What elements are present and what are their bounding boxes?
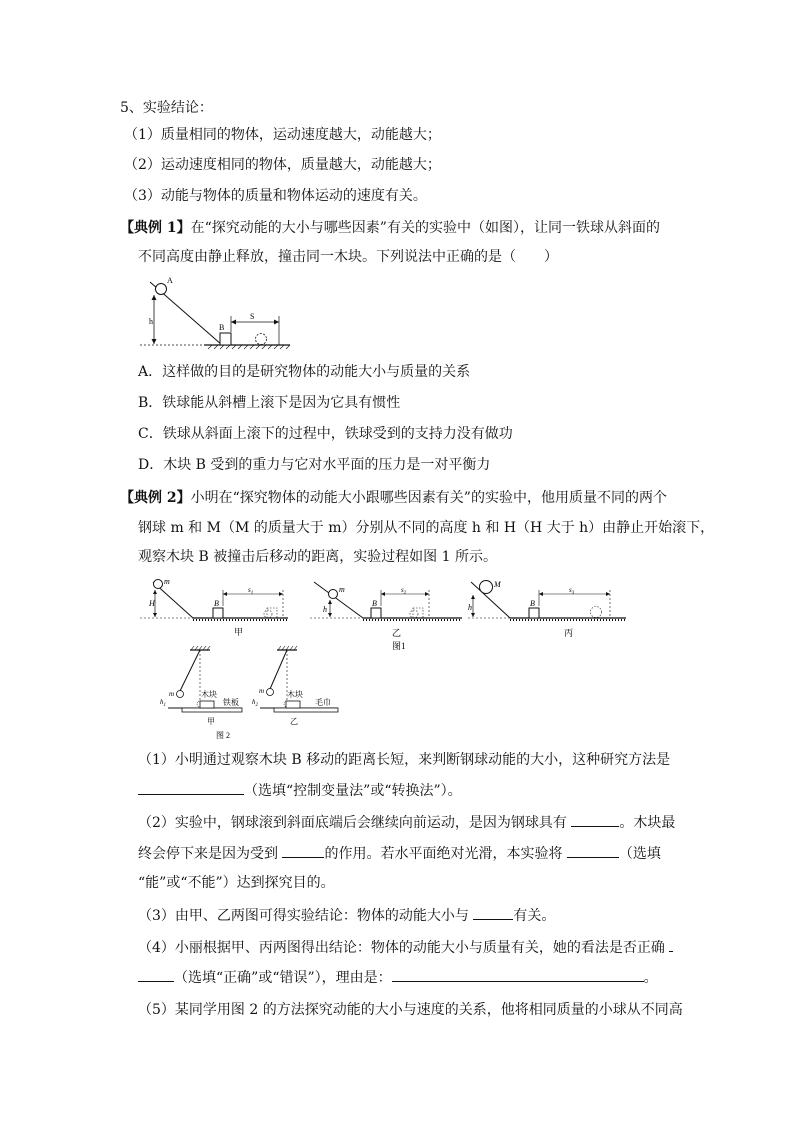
answer-blank[interactable] — [138, 780, 244, 795]
dist-sub: 3 — [571, 591, 575, 596]
height-label: h — [252, 698, 256, 706]
example1-text: 在“探究动能的大小与哪些因素”有关的实验中（如图），让同一铁球从斜面的 — [190, 220, 660, 236]
block-label: B — [372, 599, 377, 608]
figure-caption: 图 2 — [216, 731, 230, 740]
q2-text: 。木块最 — [619, 815, 676, 831]
surface-label: 毛巾 — [315, 698, 331, 707]
ball-label: m — [259, 687, 265, 695]
answer-blank[interactable] — [392, 967, 644, 982]
dist-sub: 1 — [250, 591, 254, 596]
label-a: A — [167, 276, 173, 285]
dist-label: s — [248, 586, 251, 594]
q2-text: （选填 — [618, 846, 661, 862]
block-label: 木块 — [201, 690, 217, 699]
example2-line1 — [120, 488, 667, 508]
q1-line1: （1）小明通过观察木块 B 移动的距离长短，来判断钢球动能的大小，这种研究方法是 — [138, 752, 671, 768]
label-s: S — [250, 312, 255, 321]
q4-text: （选填“正确”或“错误”），理由是： — [174, 970, 392, 986]
q2-text: 的作用。若水平面绝对光滑，本实验将 — [324, 846, 563, 862]
panel-name: 乙 — [392, 628, 402, 638]
svg-text:h1 — [160, 698, 166, 708]
block-label: B — [530, 599, 535, 608]
surface-label: 铁板 — [223, 698, 239, 707]
panel-name: 丙 — [564, 628, 574, 638]
panel-name: 甲 — [234, 627, 244, 637]
conclusion-item: （2）运动速度相同的物体，质量越大，动能越大； — [124, 157, 441, 173]
q3-line — [138, 905, 555, 926]
ball-label: M — [494, 580, 501, 589]
block-label: B — [214, 599, 219, 608]
answer-blank[interactable] — [669, 937, 673, 952]
figure-1 — [140, 576, 640, 654]
option-d: D．木块 B 受到的重力与它对水平面的压力是一对平衡力 — [138, 457, 491, 473]
height-sub: 1 — [163, 703, 166, 708]
answer-blank[interactable] — [138, 967, 174, 982]
dist-sub: 2 — [403, 591, 407, 596]
svg-text:s2 — [401, 586, 407, 596]
q4-text: （4）小丽根据甲、丙两图得出结论：物体的动能大小与质量有关，她的看法是否正确 — [138, 940, 665, 956]
conclusion-item: （3）动能与物体的质量和物体运动的速度有关。 — [124, 188, 427, 204]
height-label: H — [149, 599, 155, 608]
height-label: h — [160, 698, 164, 706]
svg-text:s3 — [569, 586, 575, 596]
ball-label: m — [339, 585, 345, 594]
block-label: 木块 — [287, 690, 303, 699]
answer-blank[interactable] — [473, 905, 513, 920]
label-h: h — [149, 317, 153, 326]
example2-line2: 钢球 m 和 M（M 的质量大于 m）分别从不同的高度 h 和 H（H 大于 h）由静止开始滚下， — [138, 520, 715, 536]
figure-caption: 图1 — [392, 641, 406, 651]
height-sub: 2 — [255, 703, 258, 708]
option-a: A．这样做的目的是研究物体的动能大小与质量的关系 — [138, 364, 471, 380]
q2-text: （2）实验中，钢球滚到斜面底端后会继续向前运动，是因为钢球具有 — [138, 815, 567, 831]
q1-line2 — [138, 780, 462, 801]
q2-text: 终会停下来是因为受到 — [138, 846, 278, 862]
fig1-panel-bing — [468, 580, 626, 638]
answer-blank[interactable] — [567, 843, 619, 858]
example-tag: 【典例 2】 — [120, 490, 191, 506]
conclusion-item: （1）质量相同的物体，运动速度越大，动能越大； — [124, 127, 441, 143]
svg-text:s1 — [248, 586, 253, 596]
q4-line2 — [138, 967, 658, 988]
dist-label: s — [569, 586, 572, 594]
ball-label: m — [169, 690, 175, 698]
label-b: B — [219, 323, 225, 332]
example1-figure — [140, 272, 300, 354]
height-label: h — [323, 605, 327, 614]
dist-label: s — [401, 586, 404, 594]
q1-text: （选填“控制变量法”或“转换法”）。 — [244, 783, 462, 799]
height-label: h — [468, 603, 472, 612]
panel-name: 乙 — [290, 717, 298, 726]
panel-name: 甲 — [207, 717, 215, 726]
fig1-panel-yi — [310, 582, 462, 651]
q3-text: （3）由甲、乙两图可得实验结论：物体的动能大小与 — [138, 908, 469, 924]
option-b: B．铁球能从斜槽上滚下是因为它具有惯性 — [138, 395, 401, 411]
example-tag: 【典例 1】 — [120, 220, 191, 236]
example2-text: 小明在“探究物体的动能大小跟哪些因素有关”的实验中，他用质量不同的两个 — [190, 490, 667, 506]
answer-blank[interactable] — [282, 843, 324, 858]
fig2-panel-jia — [160, 646, 242, 726]
answer-blank[interactable] — [571, 812, 619, 827]
fig1-panel-jia — [140, 577, 288, 637]
fig2-panel-yi — [252, 646, 338, 726]
q2-line2 — [138, 843, 661, 864]
q2-line3: “能”或“不能”）达到探究目的。 — [138, 875, 335, 891]
figure-2 — [160, 644, 350, 740]
svg-text:h2 — [252, 698, 259, 708]
ball-label: m — [164, 577, 170, 586]
option-c: C．铁球从斜面上滚下的过程中，铁球受到的支持力没有做功 — [138, 426, 513, 442]
example2-line3: 观察木块 B 被撞击后移动的距离，实验过程如图 1 所示。 — [138, 549, 497, 565]
q3-text: 有关。 — [513, 908, 556, 924]
example1-line1 — [120, 218, 660, 238]
example1-line2: 不同高度由静止释放，撞击同一木块。下列说法中正确的是（ ） — [138, 249, 558, 265]
q5-line1: （5）某同学用图 2 的方法探究动能的大小与速度的关系，他将相同质量的小球从不同高 — [138, 1002, 683, 1018]
q4-text: 。 — [643, 970, 658, 986]
q4-line1 — [138, 937, 673, 958]
section-heading: 5、实验结论： — [120, 100, 213, 116]
q2-line1 — [138, 812, 675, 833]
